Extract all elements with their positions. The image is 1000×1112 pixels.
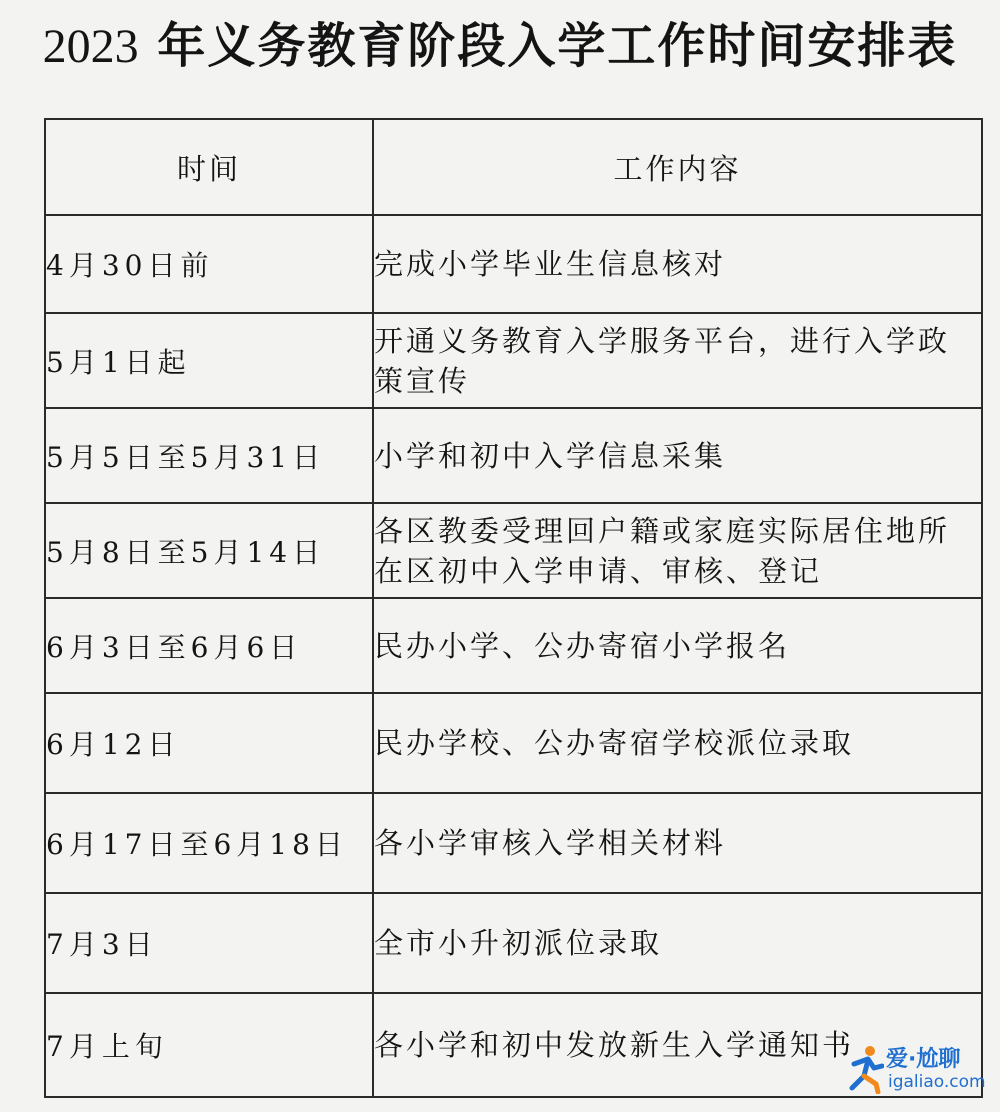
table-row — [45, 598, 982, 693]
title-year: 2023 — [42, 20, 139, 73]
row-content: 全市小升初派位录取 — [373, 893, 982, 993]
row-content: 民办小学、公办寄宿小学报名 — [373, 598, 982, 693]
watermark-name: 爱·尬聊 — [886, 1047, 961, 1072]
watermark-url: igaliao.com — [888, 1072, 986, 1092]
row-content: 小学和初中入学信息采集 — [373, 408, 982, 503]
header-time: 时间 — [45, 119, 373, 215]
row-time: 7月3日 — [45, 893, 373, 993]
title-text: 年义务教育阶段入学工作时间安排表 — [138, 18, 958, 74]
table-header-row — [45, 119, 982, 215]
row-time: 5月8日至5月14日 — [45, 503, 373, 598]
row-time: 5月1日起 — [45, 313, 373, 408]
table-row — [45, 313, 982, 408]
header-content: 工作内容 — [373, 119, 982, 215]
watermark-logo — [846, 1040, 986, 1102]
table-row — [45, 503, 982, 598]
row-time: 7月上旬 — [45, 993, 373, 1097]
row-time: 5月5日至5月31日 — [45, 408, 373, 503]
row-content: 完成小学毕业生信息核对 — [373, 215, 982, 313]
row-time: 6月12日 — [45, 693, 373, 793]
table-row — [45, 215, 982, 313]
row-time: 6月3日至6月6日 — [45, 598, 373, 693]
table-row — [45, 408, 982, 503]
row-time: 6月17日至6月18日 — [45, 793, 373, 893]
runner-icon — [846, 1044, 884, 1094]
row-content: 各小学审核入学相关材料 — [373, 793, 982, 893]
table-row — [45, 893, 982, 993]
row-content: 民办学校、公办寄宿学校派位录取 — [373, 693, 982, 793]
row-time: 4月30日前 — [45, 215, 373, 313]
document-title — [0, 14, 1000, 79]
row-content: 各区教委受理回户籍或家庭实际居住地所在区初中入学申请、审核、登记 — [373, 503, 982, 598]
table-row — [45, 693, 982, 793]
row-content: 各小学和初中发放新生入学通知书 — [373, 993, 982, 1097]
schedule-table — [44, 118, 983, 1098]
table-row — [45, 793, 982, 893]
row-content: 开通义务教育入学服务平台，进行入学政策宣传 — [373, 313, 982, 408]
table-row — [45, 993, 982, 1097]
